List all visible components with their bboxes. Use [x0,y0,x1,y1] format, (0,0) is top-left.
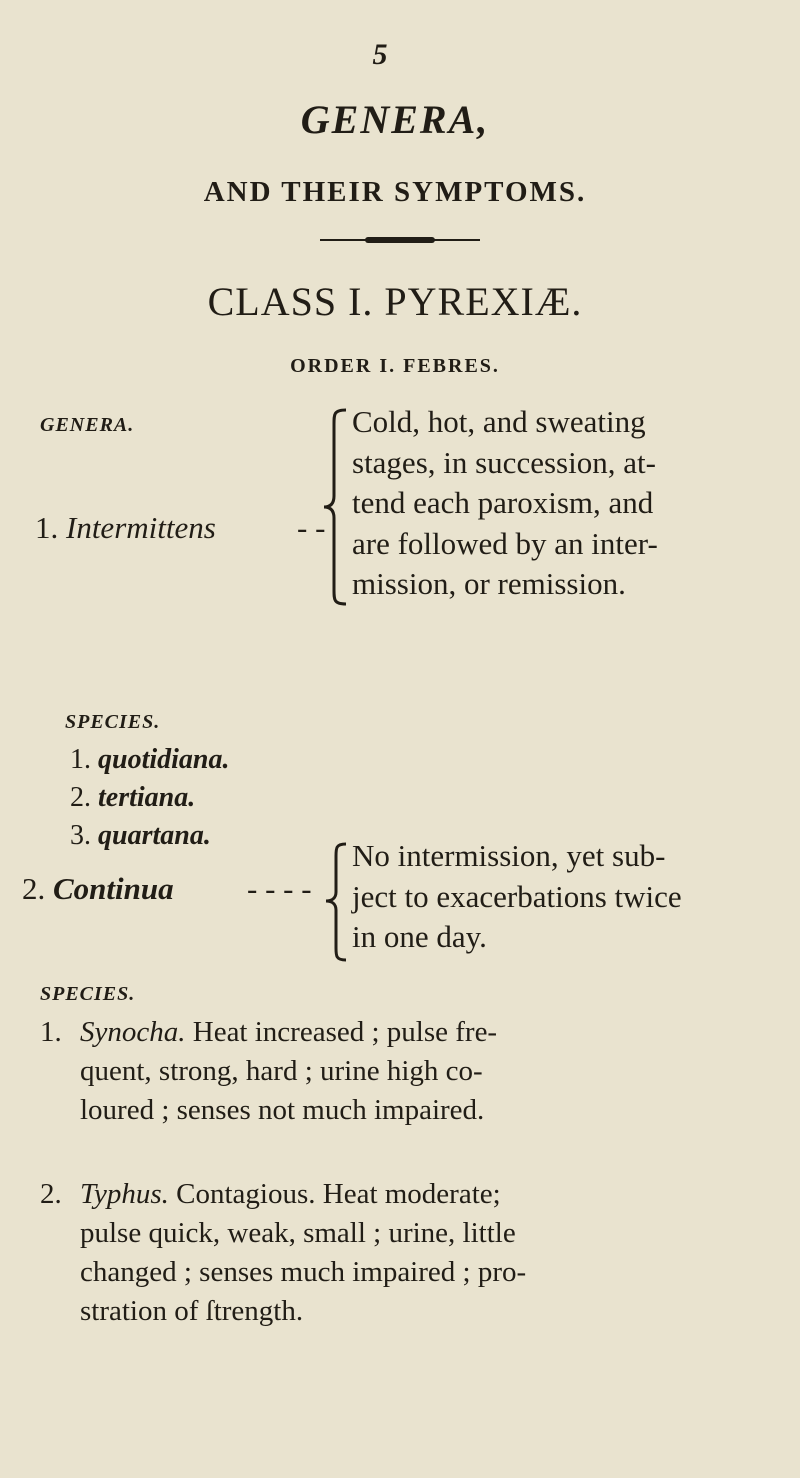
species-label: SPECIES. [65,711,161,733]
description-line: are followed by an inter- [352,525,658,561]
genus-description [352,836,682,958]
left-brace-icon [324,842,352,962]
species-entries [40,1013,527,1327]
page-subtitle: AND THEIR SYMPTOMS. [203,176,587,208]
list-item: 2. tertiana. [70,782,196,813]
genera-label: GENERA. [40,414,135,436]
description-line: Cold, hot, and sweating [352,404,646,439]
genus-continua [22,871,312,907]
page-number: 5 [372,38,388,71]
order-heading: ORDER I. FEBRES. [290,355,500,377]
page-title: GENERA, [300,97,490,142]
decorative-rule [320,237,480,243]
description-line: mission, or remission. [352,566,626,601]
class-heading: CLASS I. PYREXIÆ. [207,279,583,324]
list-item: 1. quotidiana. [70,744,230,775]
species-label: SPECIES. [40,983,136,1005]
genus-name: Intermittens [66,510,216,545]
species-name: Synocha. [80,1016,186,1048]
genus-number: 1. [35,510,59,545]
list-item: 3. quartana. [70,820,211,851]
description-line: stages, in succession, at- [352,444,656,480]
species-entry-typhus: 2. Typhus. Contagious. Heat moderate; pulse quick, weak, small ; urine, little changed ; senses much impaired ; pro- stration of ſtrength. [40,1178,527,1327]
genus-intermittens [35,510,326,546]
leader-dashes: - - - - [247,871,312,906]
species-name: Typhus. [80,1178,169,1210]
left-brace-icon [322,408,352,606]
species-list [70,741,229,855]
description-line: ject to exacerbations twice [352,878,682,914]
genus-number: 2. [22,871,46,906]
leader-dashes: - - [297,510,326,545]
description-line: in one day. [352,919,487,954]
description-line: tend each paroxism, and [352,485,654,520]
genus-description [352,402,658,605]
genus-name: Continua [53,871,174,906]
species-entry-synocha: 1. Synocha. Heat increased ; pulse fre- quent, strong, hard ; urine high co- loured ; senses not much impaired. [40,1016,498,1126]
description-line: No intermission, yet sub- [352,838,666,873]
